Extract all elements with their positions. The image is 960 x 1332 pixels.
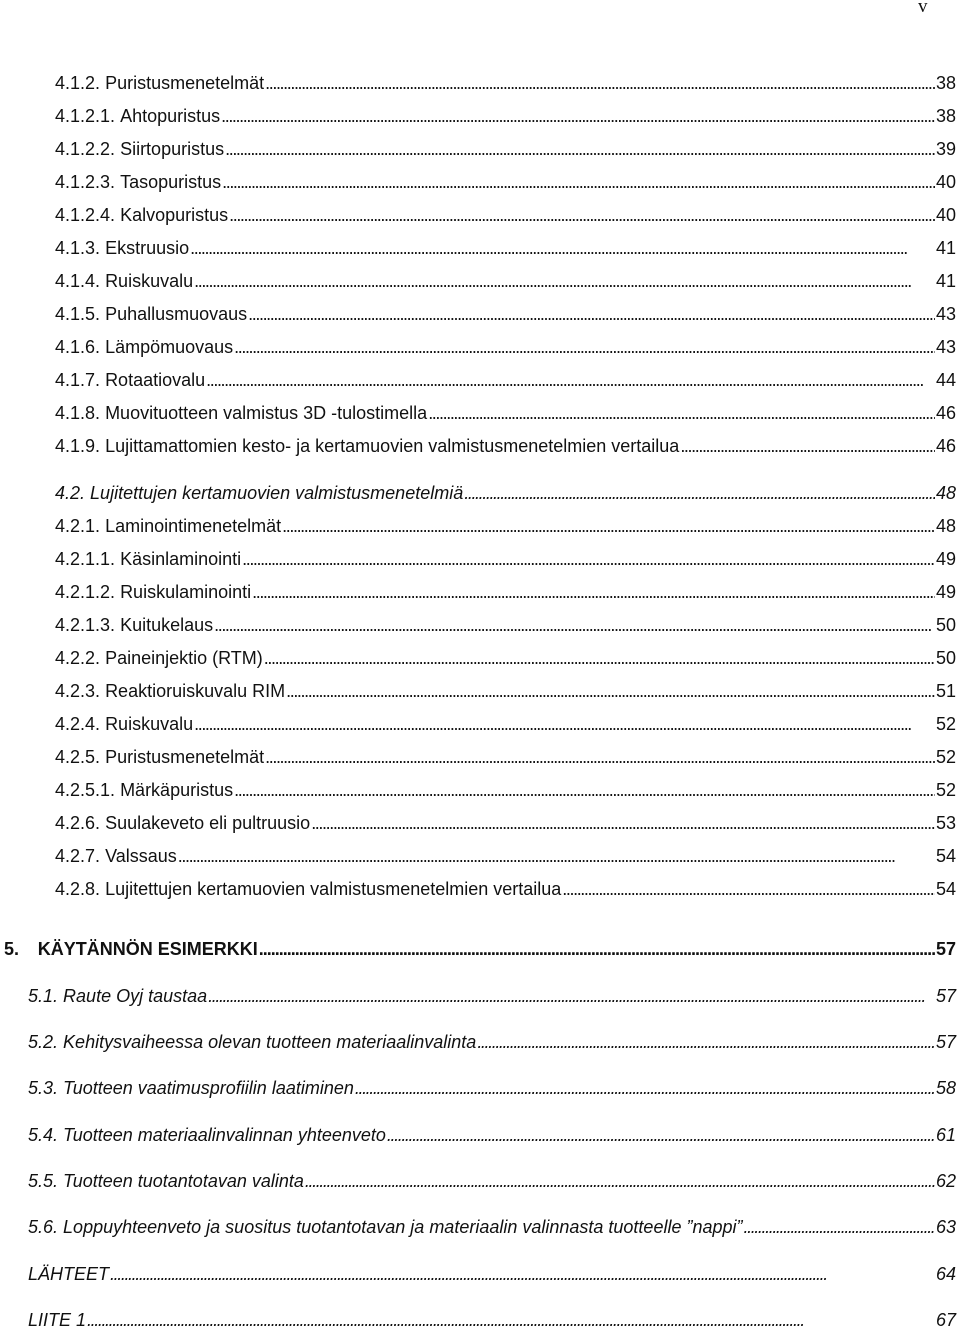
dot-leader <box>744 1215 935 1239</box>
dot-leader <box>229 203 935 227</box>
dot-leader <box>206 368 935 392</box>
dot-leader <box>234 778 935 802</box>
toc-entry[interactable] <box>55 811 956 835</box>
dot-leader <box>234 335 935 359</box>
toc-entry-page: 40 <box>935 172 956 192</box>
toc-entry-title: Loppuyhteenveto ja suositus tuotantotavan ja materiaalin valinnasta tuotteelle ”nappi” <box>63 1217 743 1237</box>
toc-entry-title: Puristusmenetelmät <box>105 747 265 767</box>
toc-entry-page: 52 <box>935 780 956 800</box>
toc-entry-title: Ruiskulaminointi <box>120 582 252 602</box>
toc-entry[interactable] <box>55 434 956 458</box>
toc-entry[interactable] <box>55 580 956 604</box>
toc-entry-number: 4.1.3. <box>55 238 101 258</box>
toc-entry-title: Suulakeveto eli pultruusio <box>105 813 311 833</box>
toc-entry-page: 54 <box>935 846 956 866</box>
toc-entry[interactable] <box>55 679 956 703</box>
dot-leader <box>194 269 935 293</box>
toc-entry-page: 62 <box>935 1171 956 1191</box>
toc-entry[interactable] <box>55 646 956 670</box>
dot-leader <box>221 104 935 128</box>
toc-entry-title: Tasopuristus <box>120 172 222 192</box>
dot-leader <box>464 481 935 505</box>
toc-entry-page: 48 <box>935 483 956 503</box>
toc-entry-title: Lujitettujen kertamuovien valmistusmenetelmiä <box>90 483 464 503</box>
dot-leader <box>264 646 935 670</box>
dot-leader <box>680 434 935 458</box>
toc-entry-title: Lujittamattomien kesto- ja kertamuovien valmistusmenetelmien vertailua <box>105 436 680 456</box>
toc-entry-page: 52 <box>935 747 956 767</box>
toc-entry[interactable] <box>55 104 956 128</box>
toc-entry-number: 4.1.2.1. <box>55 106 116 126</box>
toc-entry-page: 53 <box>935 813 956 833</box>
toc-entry-number: 4.1.6. <box>55 337 101 357</box>
toc-entry-number: 5.6. <box>28 1217 59 1237</box>
toc-entry-page: 50 <box>935 648 956 668</box>
toc-entry-number: 5.3. <box>28 1078 59 1098</box>
toc-entry-number: 4.2. <box>55 483 86 503</box>
toc-entry[interactable] <box>55 368 956 392</box>
toc-entry-page: 50 <box>935 615 956 635</box>
toc-entry-page: 57 <box>935 939 956 959</box>
toc-entry-title: Reaktioruiskuvalu RIM <box>105 681 286 701</box>
toc-entry-page: 52 <box>935 714 956 734</box>
toc-entry-number: 4.2.8. <box>55 879 101 899</box>
toc-entry-title: Kalvopuristus <box>120 205 229 225</box>
toc-entry[interactable] <box>55 844 956 868</box>
toc-entry-page: 63 <box>935 1217 956 1237</box>
toc-entry[interactable] <box>55 170 956 194</box>
toc-entry[interactable] <box>55 302 956 326</box>
toc-entry-title: Ahtopuristus <box>120 106 221 126</box>
toc-entry-number: 4.1.4. <box>55 271 101 291</box>
toc-entry-number: 4.2.1.2. <box>55 582 116 602</box>
toc-entry-page: 46 <box>935 436 956 456</box>
dot-leader <box>265 745 935 769</box>
dot-leader <box>286 679 935 703</box>
toc-entry[interactable] <box>28 984 956 1008</box>
toc-entry-page: 41 <box>935 271 956 291</box>
toc-entry[interactable] <box>55 401 956 425</box>
dot-leader <box>110 1262 935 1286</box>
toc-chapter-entry[interactable] <box>4 937 956 961</box>
dot-leader <box>305 1169 935 1193</box>
dot-leader <box>311 811 935 835</box>
toc-entry-number: 4.2.1.3. <box>55 615 116 635</box>
toc-entry[interactable] <box>55 745 956 769</box>
toc-entry-title: Laminointimenetelmät <box>105 516 282 536</box>
toc-entry-page: 61 <box>935 1125 956 1145</box>
toc-entry[interactable] <box>55 778 956 802</box>
toc-entry-page: 67 <box>935 1310 956 1330</box>
dot-leader <box>387 1123 935 1147</box>
dot-leader <box>87 1308 935 1332</box>
toc-entry-title: Raute Oyj taustaa <box>63 986 208 1006</box>
toc-entry-title: Kehitysvaiheessa olevan tuotteen materiaalinvalinta <box>63 1032 477 1052</box>
toc-entry-page: 40 <box>935 205 956 225</box>
toc-entry-number: 5.4. <box>28 1125 59 1145</box>
toc-entry-page: 51 <box>935 681 956 701</box>
dot-leader <box>282 514 935 538</box>
toc-entry-page: 48 <box>935 516 956 536</box>
toc-entry-number: 5.5. <box>28 1171 59 1191</box>
toc-entry-references[interactable] <box>28 1262 956 1286</box>
dot-leader <box>214 613 935 637</box>
toc-entry-number: 4.1.2.2. <box>55 139 116 159</box>
dot-leader <box>190 236 935 260</box>
toc-entry-page: 39 <box>935 139 956 159</box>
toc-entry[interactable] <box>55 137 956 161</box>
toc-entry[interactable] <box>28 1076 956 1100</box>
toc-entry-title: LÄHTEET <box>28 1264 110 1284</box>
toc-entry-page: 38 <box>935 73 956 93</box>
dot-leader <box>428 401 935 425</box>
toc-entry-number: 4.2.7. <box>55 846 101 866</box>
toc-entry-number: 5. <box>4 939 20 959</box>
dot-leader <box>178 844 935 868</box>
toc-entry-number: 4.2.5. <box>55 747 101 767</box>
dot-leader <box>225 137 935 161</box>
toc-entry-page: 57 <box>935 986 956 1006</box>
dot-leader <box>265 71 935 95</box>
toc-entry[interactable] <box>55 236 956 260</box>
toc-entry-title: Siirtopuristus <box>120 139 225 159</box>
dot-leader <box>355 1076 935 1100</box>
toc-entry[interactable] <box>55 335 956 359</box>
toc-entry-title: Valssaus <box>105 846 177 866</box>
toc-entry-title: Paineinjektio (RTM) <box>105 648 263 668</box>
toc-entry-title: Rotaatiovalu <box>105 370 206 390</box>
toc-entry-number: 4.1.9. <box>55 436 101 456</box>
toc-entry-title: Lämpömuovaus <box>105 337 234 357</box>
toc-entry[interactable] <box>55 514 956 538</box>
toc-entry[interactable] <box>28 1169 956 1193</box>
toc-entry[interactable] <box>55 877 956 901</box>
toc-entry-page: 44 <box>935 370 956 390</box>
toc-entry-appendix[interactable] <box>28 1308 956 1332</box>
toc-entry-title: Puristusmenetelmät <box>105 73 265 93</box>
toc-entry[interactable] <box>55 269 956 293</box>
dot-leader <box>248 302 935 326</box>
dot-leader <box>252 580 935 604</box>
toc-entry-number: 4.2.1.1. <box>55 549 116 569</box>
toc-entry-page: 57 <box>935 1032 956 1052</box>
toc-entry-number: 4.2.3. <box>55 681 101 701</box>
toc-entry-number: 4.1.5. <box>55 304 101 324</box>
toc-entry[interactable] <box>55 203 956 227</box>
toc-entry-title: Märkäpuristus <box>120 780 234 800</box>
dot-leader <box>562 877 935 901</box>
toc-entry-number: 5.1. <box>28 986 59 1006</box>
toc-entry-page: 64 <box>935 1264 956 1284</box>
toc-entry-page: 46 <box>935 403 956 423</box>
toc-entry-title: Kuitukelaus <box>120 615 214 635</box>
toc-entry[interactable] <box>55 481 956 505</box>
toc-entry-title: KÄYTÄNNÖN ESIMERKKI <box>37 939 258 959</box>
toc-entry-title: Puhallusmuovaus <box>105 304 248 324</box>
toc-entry-number: 4.2.2. <box>55 648 101 668</box>
toc-entry-page: 41 <box>935 238 956 258</box>
toc-entry-number: 4.1.2.4. <box>55 205 116 225</box>
dot-leader <box>259 937 935 961</box>
toc-entry-page: 43 <box>935 337 956 357</box>
toc-entry-title: Tuotteen tuotantotavan valinta <box>63 1171 304 1191</box>
toc-entry-title: Muovituotteen valmistus 3D -tulostimella <box>105 403 428 423</box>
toc-entry-page: 54 <box>935 879 956 899</box>
toc-entry[interactable] <box>28 1215 956 1239</box>
toc-entry[interactable] <box>55 547 956 571</box>
dot-leader <box>222 170 935 194</box>
toc-entry-title: Ekstruusio <box>105 238 190 258</box>
toc-entry-title: LIITE 1 <box>28 1310 87 1330</box>
toc-entry-title: Ruiskuvalu <box>105 714 194 734</box>
dot-leader <box>194 712 935 736</box>
toc-entry-page: 38 <box>935 106 956 126</box>
toc-entry-number: 4.2.5.1. <box>55 780 116 800</box>
dot-leader <box>242 547 935 571</box>
dot-leader <box>208 984 935 1008</box>
dot-leader <box>477 1030 935 1054</box>
toc-entry-number: 4.1.7. <box>55 370 101 390</box>
toc-entry-title: Tuotteen materiaalinvalinnan yhteenveto <box>63 1125 386 1145</box>
toc-entry[interactable] <box>28 1030 956 1054</box>
toc-entry-page: 43 <box>935 304 956 324</box>
toc-entry-page: 58 <box>935 1078 956 1098</box>
toc-entry-page: 49 <box>935 549 956 569</box>
toc-entry-page: 49 <box>935 582 956 602</box>
toc-entry-title: Käsinlaminointi <box>120 549 242 569</box>
toc-entry-title: Tuotteen vaatimusprofiilin laatiminen <box>63 1078 354 1098</box>
toc-entry-number: 4.1.2.3. <box>55 172 116 192</box>
toc-entry-number: 4.2.1. <box>55 516 101 536</box>
toc-entry-number: 5.2. <box>28 1032 59 1052</box>
toc-entry-number: 4.2.6. <box>55 813 101 833</box>
toc-entry-title: Lujitettujen kertamuovien valmistusmenetelmien vertailua <box>105 879 562 899</box>
toc-entry[interactable] <box>28 1123 956 1147</box>
toc-entry-number: 4.1.2. <box>55 73 101 93</box>
toc-entry[interactable] <box>55 613 956 637</box>
toc-entry[interactable] <box>55 71 956 95</box>
toc-entry-title: Ruiskuvalu <box>105 271 194 291</box>
toc-entry[interactable] <box>55 712 956 736</box>
toc-entry-number: 4.1.8. <box>55 403 101 423</box>
toc-entry-number: 4.2.4. <box>55 714 101 734</box>
page-number: v <box>918 0 928 17</box>
